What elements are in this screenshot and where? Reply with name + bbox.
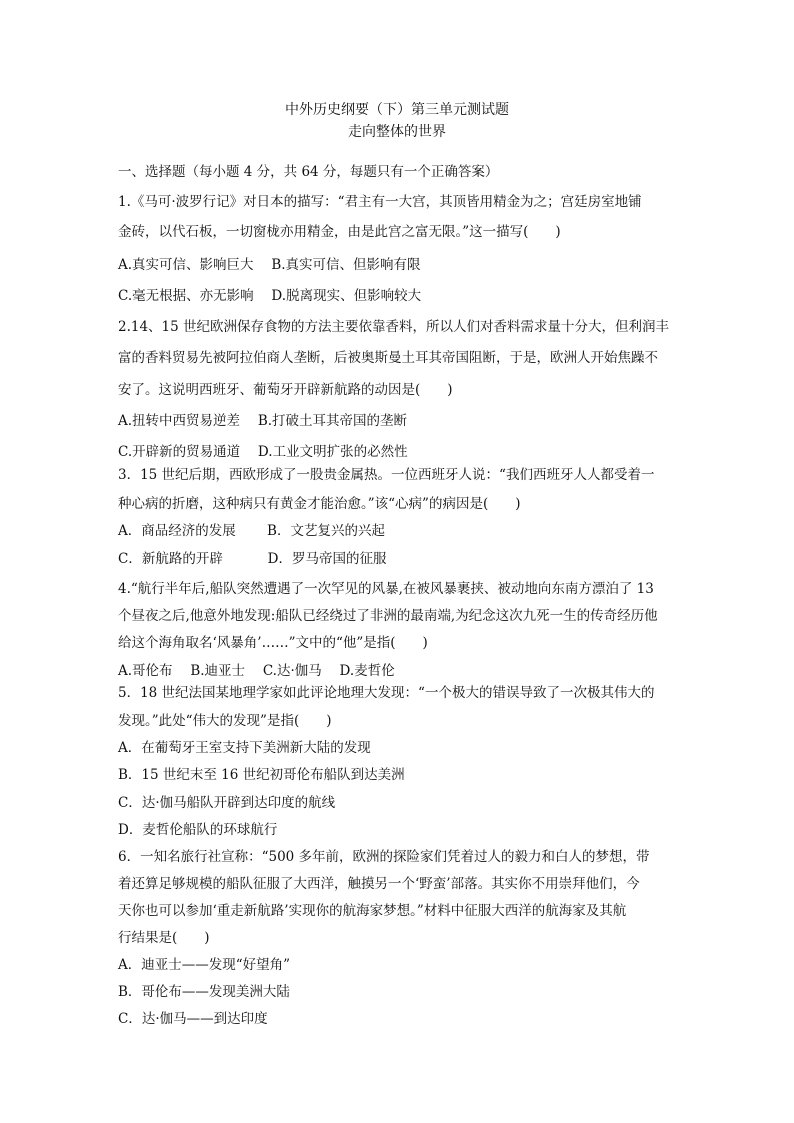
- question-6-stem-line: 6．一知名旅行社宣称：“500 多年前，欧洲的探险家们凭着过人的毅力和白人的梦想，带: [118, 849, 650, 865]
- section-heading: 一、选择题（每小题 4 分，共 64 分，每题只有一个正确答案）: [118, 164, 499, 180]
- question-2-stem-line: 富的香料贸易先被阿拉伯商人垄断，后被奥斯曼土耳其帝国阻断，于是，欧洲人开始焦躁不: [118, 350, 658, 366]
- question-6-stem-line: 天你也可以参加‘重走新航路’实现你的航海家梦想。”材料中征服大西洋的航海家及其航: [118, 903, 627, 919]
- question-3-stem-line: 种心病的折磨，这种病只有黄金才能治愈。”该“心病”的病因是( ): [118, 496, 521, 512]
- question-5-stem-line: 5．18 世纪法国某地理学家如此评论地理大发现：“一个极大的错误导致了一次极其伟大的: [118, 685, 655, 701]
- question-5-option-d: D．麦哲伦船队的环球航行: [118, 822, 278, 838]
- question-1-options: C.毫无根据、亦无影响 D.脱离现实、但影响较大: [118, 288, 422, 304]
- question-3-stem-line: 3．15 世纪后期，西欧形成了一股贵金属热。一位西班牙人说：“我们西班牙人人都受着一: [118, 467, 655, 483]
- question-1-stem-line: 1.《马可·波罗行记》对日本的描写：“君主有一大宫，其顶皆用精金为之；宫廷房室地铺: [118, 194, 642, 210]
- question-2-stem-line: 2.14、15 世纪欧洲保存食物的方法主要依靠香料，所以人们对香料需求量十分大，但利润丰: [118, 319, 670, 335]
- question-5-option-b: B．15 世纪末至 16 世纪初哥伦布船队到达美洲: [118, 767, 405, 783]
- question-5-option-a: A．在葡萄牙王室支持下美洲新大陆的发现: [118, 740, 371, 756]
- question-3-options: C．新航路的开辟 D．罗马帝国的征服: [118, 551, 387, 567]
- question-1-options: A.真实可信、影响巨大 B.真实可信、但影响有限: [118, 257, 421, 273]
- page-title: 中外历史纲要（下）第三单元测试题: [285, 102, 509, 118]
- question-5-option-c: C．达·伽马船队开辟到达印度的航线: [118, 795, 336, 811]
- question-2-options: A.扭转中西贸易逆差 B.打破土耳其帝国的垄断: [118, 413, 408, 429]
- question-6-option-c: C．达·伽马——到达印度: [118, 1011, 268, 1027]
- question-4-options: A.哥伦布 B.迪亚士 C.达·伽马 D.麦哲伦: [118, 663, 395, 679]
- question-1-stem-line: 金砖，以代石板，一切窗栊亦用精金，由是此宫之富无限。”这一描写( ): [118, 224, 561, 240]
- question-6-stem-line: 行结果是( ): [118, 930, 210, 946]
- question-6-option-a: A．迪亚士——发现“好望角”: [118, 957, 291, 973]
- page-subtitle: 走向整体的世界: [348, 124, 446, 140]
- question-3-options: A．商品经济的发展 B．文艺复兴的兴起: [118, 523, 385, 539]
- question-5-stem-line: 发现。”此处“伟大的发现”是指( ): [118, 713, 332, 729]
- question-6-option-b: B．哥伦布——发现美洲大陆: [118, 984, 290, 1000]
- question-4-stem-line: 给这个海角取名‘风暴角’……”文中的“他”是指( ): [118, 635, 428, 651]
- question-2-options: C.开辟新的贸易通道 D.工业文明扩张的必然性: [118, 444, 408, 460]
- question-2-stem-line: 安了。这说明西班牙、葡萄牙开辟新航路的动因是( ): [118, 382, 453, 398]
- question-6-stem-line: 着还算足够规模的船队征服了大西洋，触摸另一个‘野蛮’部落。其实你不用崇拜他们，今: [118, 876, 640, 892]
- question-4-stem-line: 个昼夜之后,他意外地发现:船队已经绕过了非洲的最南端,为纪念这次九死一生的传奇经历他: [118, 608, 658, 624]
- question-4-stem-line: 4.“航行半年后,船队突然遭遇了一次罕见的风暴,在被风暴裹挟、被动地向东南方漂泊了 13: [118, 581, 654, 597]
